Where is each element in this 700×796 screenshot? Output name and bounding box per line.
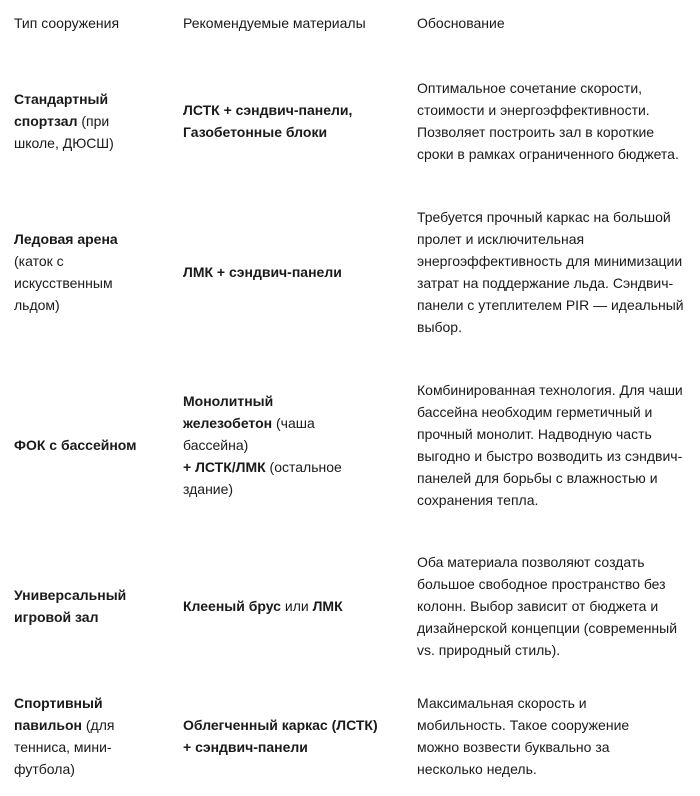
row-1-materials — [183, 66, 398, 176]
row-5-reason: Максимальная скорость и мобильность. Такое сооружение можно возвести буквально за несколько недель. — [417, 695, 630, 777]
row-3-reason: Комбинированная технология. Для чаши бассейна необходим герметичный и прочный монолит. Надводную часть выгодно и быстро возводить из сэндвич-панелей для борьбы с влажностью и сохранения тепла. — [417, 382, 683, 508]
row-1-material-1: ЛСТК + сэндвич-панели, Газобетонные блоки — [183, 102, 353, 140]
row-1-type — [14, 66, 164, 176]
row-3-material-2: + ЛСТК/ЛМК — [183, 459, 266, 475]
row-2-reason: Требуется прочный каркас на большой пролет и исключительная энергоэффективность для минимизации затрат на поддержание льда. Сэндвич-панели с утеплителем PIR — идеальный выбор. — [417, 209, 684, 335]
row-5-type-note: (для тенниса, мини-футбола) — [14, 717, 115, 777]
row-5-material-1: Облегченный каркас (ЛСТК) + сэндвич-панели — [183, 717, 378, 755]
header-type: Тип сооружения — [14, 15, 120, 31]
row-5-materials — [183, 692, 398, 780]
header-reason: Обоснование — [417, 15, 505, 31]
row-5-type-name: Спортивный павильон — [14, 695, 103, 733]
row-4-reason: Оба материала позволяют создать большое свободное пространство без колонн. Выбор зависит от бюджета и дизайнерской концепции (современный vs. природный стиль). — [417, 554, 678, 658]
row-2-material-1: ЛМК + сэндвич-панели — [183, 264, 342, 280]
row-3-materials — [183, 368, 398, 522]
row-3-type — [14, 368, 164, 522]
row-4-type — [14, 551, 164, 661]
row-3-material-1-note: (чаша бассейна) — [183, 415, 315, 453]
row-4-materials — [183, 551, 398, 661]
row-2-type-note: (каток с искусственным льдом) — [14, 253, 113, 313]
row-3-type-name: ФОК с бассейном — [14, 437, 137, 453]
row-1-reason: Оптимальное сочетание скорости, стоимости и энергоэффективности. Позволяет построить зал в короткие сроки в рамках ограниченного бюджета. — [417, 80, 679, 162]
header-materials: Рекомендуемые материалы — [183, 15, 366, 31]
row-1-type-name: Стандартный спортзал — [14, 91, 109, 129]
row-2-type-name: Ледовая арена — [14, 231, 118, 247]
row-1-type-note: (при школе, ДЮСШ) — [14, 113, 114, 151]
row-2-type — [14, 206, 164, 338]
row-4-material-2: ЛМК — [312, 598, 343, 614]
row-3-material-2-note: (остальное здание) — [183, 459, 342, 497]
row-4-material-separator: или — [280, 598, 313, 614]
row-3-material-1: Монолитный железобетон — [183, 393, 274, 431]
row-5-type — [14, 692, 164, 780]
row-4-type-name: Универсальный игровой зал — [14, 587, 127, 625]
row-4-material-1: Клееный брус — [183, 598, 281, 614]
row-2-materials — [183, 206, 398, 338]
